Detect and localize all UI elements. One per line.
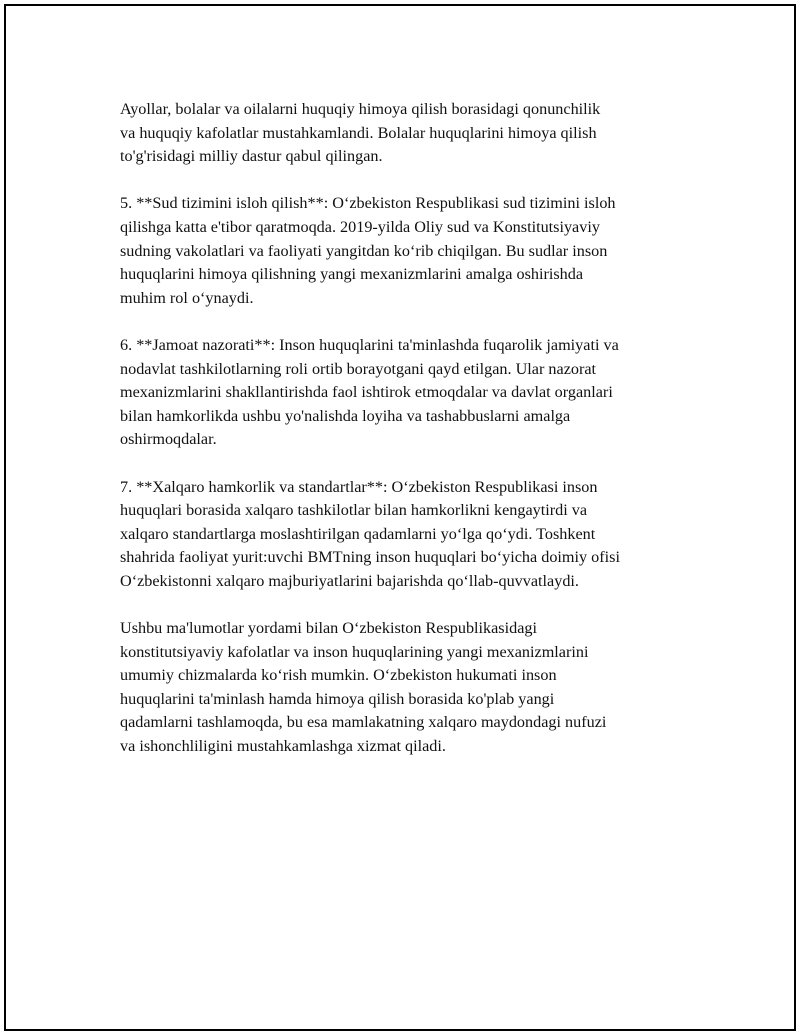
text-line: bilan hamkorlikda ushbu yo'nalishda loyiha va tashabbuslarni amalga: [120, 406, 571, 425]
text-line: shahrida faoliyat yurit:uvchi BMTning inson huquqlari bo‘yicha doimiy ofisi: [120, 548, 620, 567]
text-line: 7. **Xalqaro hamkorlik va standartlar**: O‘zbekiston Respublikasi inson: [120, 477, 598, 496]
text-line: va huquqiy kafolatlar mustahkamlandi. Bolalar huquqlarini himoya qilish: [120, 123, 597, 142]
text-line: konstitutsiyaviy kafolatlar va inson huquqlarining yangi mexanizmlarini: [120, 642, 589, 661]
text-line: huquqlarini himoya qilishning yangi mexanizmlarini amalga oshirishda: [120, 265, 584, 284]
text-line: mexanizmlarini shakllantirishda faol ishtirok etmoqdalar va davlat organlari: [120, 383, 613, 402]
text-line: huquqlari borasida xalqaro tashkilotlar bilan hamkorlikni kengaytirdi va: [120, 501, 588, 520]
paragraph-item-6: [120, 334, 700, 452]
text-line: Ushbu ma'lumotlar yordami bilan O‘zbekiston Respublikasidagi: [120, 619, 537, 638]
paragraph-conclusion: [120, 617, 700, 759]
paragraph-item-7: [120, 476, 700, 594]
document-page: [4, 4, 796, 1031]
text-line: qadamlarni tashlamoqda, bu esa mamlakatning xalqaro maydondagi nufuzi: [120, 713, 607, 732]
text-line: 6. **Jamoat nazorati**: Inson huquqlarini ta'minlashda fuqarolik jamiyati va: [120, 335, 619, 354]
text-line: xalqaro standartlarga moslashtirilgan qadamlarni yo‘lga qo‘ydi. Toshkent: [120, 524, 596, 543]
document-body: [120, 98, 700, 782]
text-line: va ishonchliligini mustahkamlashga xizmat qiladi.: [120, 737, 446, 756]
paragraph-item-5: [120, 192, 700, 310]
text-line: sudning vakolatlari va faoliyati yangitdan ko‘rib chiqilgan. Bu sudlar inson: [120, 241, 608, 260]
text-line: 5. **Sud tizimini isloh qilish**: O‘zbekiston Respublikasi sud tizimini isloh: [120, 194, 616, 213]
text-line: O‘zbekistonni xalqaro majburiyatlarini bajarishda qo‘llab-quvvatlaydi.: [120, 571, 579, 590]
text-line: oshirmoqdalar.: [120, 430, 217, 449]
text-line: huquqlarini ta'minlash hamda himoya qilish borasida ko'plab yangi: [120, 689, 555, 708]
text-line: umumiy chizmalarda ko‘rish mumkin. O‘zbekiston hukumati inson: [120, 666, 557, 685]
text-line: to'g'risidagi milliy dastur qabul qilingan.: [120, 147, 383, 166]
text-line: muhim rol o‘ynaydi.: [120, 288, 254, 307]
text-line: Ayollar, bolalar va oilalarni huquqiy himoya qilish borasidagi qonunchilik: [120, 100, 601, 118]
text-line: nodavlat tashkilotlarning roli ortib borayotgani qayd etilgan. Ular nazorat: [120, 359, 597, 378]
paragraph-intro: [120, 98, 700, 169]
text-line: qilishga katta e'tibor qaratmoqda. 2019-yilda Oliy sud va Konstitutsiyaviy: [120, 217, 600, 236]
